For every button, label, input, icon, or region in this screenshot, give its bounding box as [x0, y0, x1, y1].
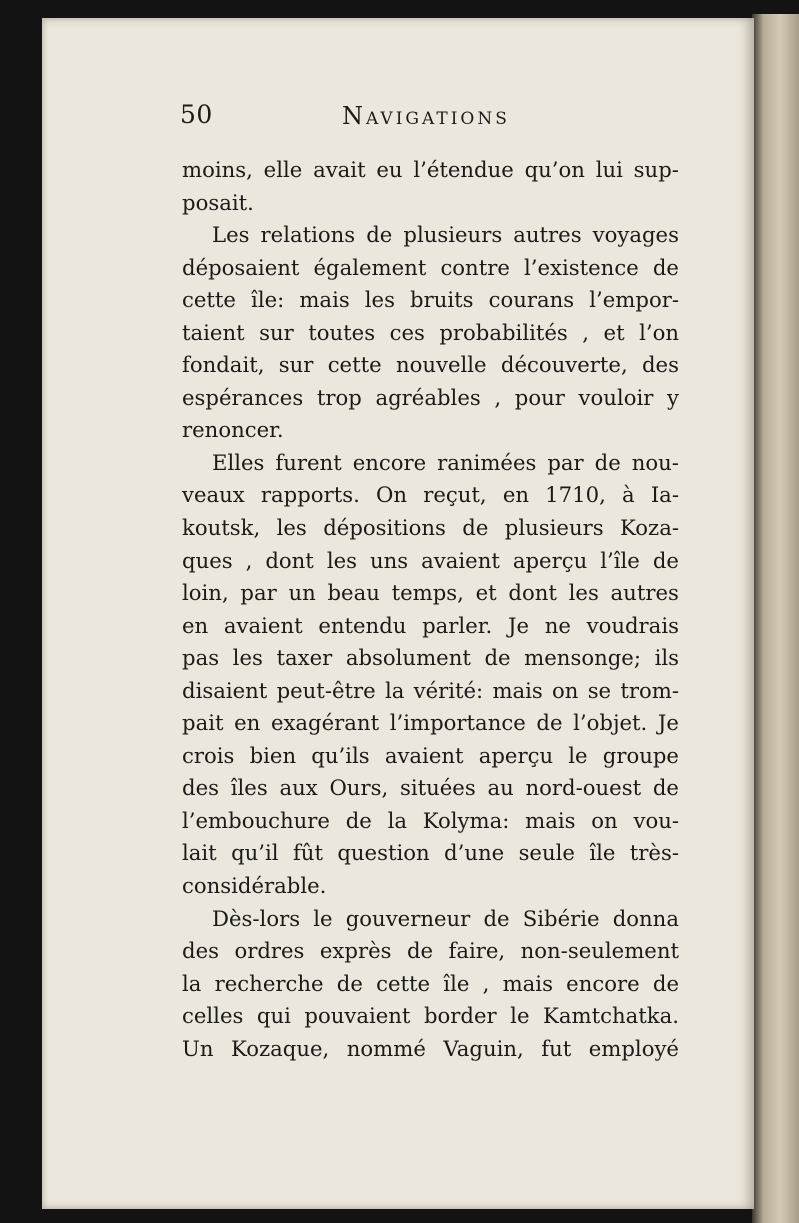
text-line [182, 187, 679, 220]
word: avaient [384, 742, 464, 768]
word: l’objet. [573, 710, 648, 736]
word: lait [182, 840, 217, 866]
word: relations [260, 222, 356, 248]
word: situées [399, 775, 476, 801]
word: veaux [182, 482, 245, 508]
word: la [182, 970, 202, 996]
word: taient [182, 319, 245, 345]
word: de [345, 807, 372, 833]
word: beau [327, 580, 380, 606]
word: koutsk, [182, 515, 261, 541]
word: disaient [182, 677, 268, 703]
word: de [484, 645, 511, 671]
word: ces [389, 319, 425, 345]
text-line [182, 577, 679, 610]
word: de [652, 970, 679, 996]
word: absolument [345, 645, 471, 671]
word: les [232, 645, 263, 671]
word: mensonge; [524, 645, 641, 671]
word: la [384, 677, 405, 703]
text-line [182, 707, 679, 740]
text-line [182, 740, 679, 773]
word: île [443, 970, 470, 996]
word: gouverneur [345, 905, 471, 931]
word: posait. [182, 189, 254, 215]
word: mais [502, 970, 553, 996]
word: , [494, 384, 502, 410]
word: considérable. [182, 873, 327, 899]
text-line [182, 317, 679, 350]
word: un [288, 580, 316, 606]
word: au [487, 775, 514, 801]
text-line [182, 382, 679, 415]
word: reçut, [423, 482, 487, 508]
word: mais [525, 807, 576, 833]
word: ranimées [437, 449, 537, 475]
word: découverte, [500, 352, 628, 378]
word: espérances [182, 384, 304, 410]
word: uns [370, 547, 409, 573]
word: vouloir [578, 384, 654, 410]
word: 1710, [545, 482, 606, 508]
word: autres [610, 580, 679, 606]
word: aperçu [512, 547, 588, 573]
word: non-seulement [520, 938, 679, 964]
word: de [462, 515, 489, 541]
word: des [641, 352, 679, 378]
text-line [182, 642, 679, 675]
word: Kolyma: [422, 807, 510, 833]
text-line [182, 837, 679, 870]
word: île [589, 840, 616, 866]
word: y [667, 384, 679, 410]
word: probabilités [439, 319, 568, 345]
word: sur [259, 319, 294, 345]
word: temps, [391, 580, 464, 606]
word: peut-être [276, 677, 376, 703]
word: on [591, 807, 618, 833]
word: eu [376, 157, 403, 182]
word: mais [492, 677, 543, 703]
word: voyages [592, 222, 679, 248]
word: de [652, 775, 679, 801]
text-line [182, 349, 679, 382]
word: cette [376, 970, 431, 996]
text-line [182, 284, 679, 317]
body-text [182, 154, 679, 1065]
word: qui [256, 1003, 291, 1029]
word: autres [513, 222, 582, 248]
word: pait [182, 710, 224, 736]
word: en [234, 710, 261, 736]
word: trom- [620, 677, 679, 703]
word: ques [182, 547, 233, 573]
word: celles [182, 1003, 244, 1029]
word: les [364, 287, 395, 313]
word: fondait, [182, 352, 265, 378]
word: elle [263, 157, 303, 182]
text-line [182, 903, 679, 936]
text-line [182, 870, 679, 903]
word: de [652, 254, 679, 280]
word: cette [327, 352, 382, 378]
text-line [182, 252, 679, 285]
word: se [587, 677, 612, 703]
word: on [552, 677, 579, 703]
word: nommé [346, 1035, 426, 1061]
word: Un [182, 1035, 214, 1061]
word: ne [544, 612, 571, 638]
word: aux [279, 775, 318, 801]
word: Les [212, 222, 250, 248]
word: îles [230, 775, 268, 801]
text-line [182, 935, 679, 968]
word: agréables [375, 384, 481, 410]
word: de [366, 222, 393, 248]
word: rapports. [260, 482, 360, 508]
word: île: [251, 287, 285, 313]
word: la [387, 807, 407, 833]
word: Kamtchatka. [543, 1003, 679, 1029]
word: trop [316, 384, 362, 410]
text-line [182, 1033, 679, 1066]
word: mais [299, 287, 350, 313]
word: Je [507, 612, 530, 638]
word: encore [566, 970, 640, 996]
word: faire, [448, 938, 506, 964]
word: crois [182, 742, 235, 768]
word: pouvaient [304, 1003, 411, 1029]
page-number: 50 [180, 100, 213, 129]
word: exagérant [270, 710, 380, 736]
text-line [182, 610, 679, 643]
word: vérité: [413, 677, 484, 703]
word: vou- [633, 807, 679, 833]
word: l’on [639, 319, 679, 345]
word: dont [508, 580, 557, 606]
text-line [182, 154, 679, 187]
word: dépositions [323, 515, 446, 541]
word: en [182, 612, 209, 638]
word: de [483, 905, 510, 931]
word: par [240, 580, 277, 606]
running-title: Navigations [342, 102, 510, 130]
word: , [582, 319, 590, 345]
text-line [182, 772, 679, 805]
word: moins, [182, 157, 253, 182]
word: courans [488, 287, 575, 313]
word: de [594, 449, 621, 475]
word: les [326, 547, 358, 573]
word: taxer [276, 645, 333, 671]
word: cette [182, 287, 236, 313]
word: avaient [421, 547, 500, 573]
word: lui [595, 157, 623, 182]
word: l’embouchure [182, 807, 330, 833]
word: plusieurs [504, 515, 604, 541]
word: toutes [308, 319, 376, 345]
word: plusieurs [403, 222, 503, 248]
word: Dès-lors [212, 905, 301, 931]
word: Elles [212, 449, 265, 475]
running-head [180, 100, 680, 140]
word: en [502, 482, 529, 508]
word: nouvelle [395, 352, 487, 378]
word: pour [514, 384, 565, 410]
word: nord-ouest [525, 775, 642, 801]
word: , [245, 547, 253, 573]
word: l’île [600, 547, 640, 573]
word: parler. [422, 612, 493, 638]
word: qu’ils [311, 742, 370, 768]
word: les [276, 515, 307, 541]
word: seule [518, 840, 575, 866]
word: Vaguin, [443, 1035, 524, 1061]
word: donna [612, 905, 679, 931]
word: fut [541, 1035, 572, 1061]
word: question [337, 840, 430, 866]
word: déposaient [182, 254, 300, 280]
text-line [182, 805, 679, 838]
word: On [376, 482, 408, 508]
word: Koza- [620, 515, 679, 541]
text-line [182, 1000, 679, 1033]
word: de [336, 970, 363, 996]
text-line [182, 675, 679, 708]
word: l’importance [389, 710, 526, 736]
word: l’étendue [413, 157, 514, 182]
word: aperçu [478, 742, 554, 768]
text-line [182, 447, 679, 480]
word: pas [182, 645, 220, 671]
text-line [182, 219, 679, 252]
word: exprès [319, 938, 392, 964]
word: le [313, 905, 333, 931]
word: nou- [631, 449, 679, 475]
word: par [547, 449, 584, 475]
word: bruits [410, 287, 474, 313]
word: qu’il [231, 840, 279, 866]
word: également [313, 254, 427, 280]
word: fût [292, 840, 323, 866]
word: recherche [214, 970, 324, 996]
word: Ours, [329, 775, 389, 801]
text-line [182, 545, 679, 578]
word: à [622, 482, 635, 508]
word: Ia- [650, 482, 679, 508]
word: loin, [182, 580, 229, 606]
word: Sibérie [522, 905, 600, 931]
word: ils [654, 645, 679, 671]
word: encore [352, 449, 427, 475]
word: l’empor- [589, 287, 679, 313]
word: sur [278, 352, 314, 378]
word: et [475, 580, 497, 606]
word: border [423, 1003, 497, 1029]
word: le [510, 1003, 530, 1029]
word: employé [588, 1035, 679, 1061]
word: sup- [633, 157, 679, 182]
word: renoncer. [182, 417, 284, 443]
word: contre [440, 254, 510, 280]
text-line [182, 512, 679, 545]
word: des [182, 775, 219, 801]
text-line [182, 414, 679, 447]
word: qu’on [524, 157, 585, 182]
word: groupe [602, 742, 679, 768]
word: ordres [234, 938, 305, 964]
word: avaient [223, 612, 303, 638]
word: Kozaque, [231, 1035, 330, 1061]
word: de [652, 547, 679, 573]
word: les [568, 580, 599, 606]
word: bien [249, 742, 297, 768]
adjacent-page-edge [752, 14, 799, 1223]
word: très- [629, 840, 679, 866]
text-line [182, 479, 679, 512]
word: entendu [318, 612, 407, 638]
word: dont [265, 547, 314, 573]
word: , [482, 970, 490, 996]
word: de [536, 710, 563, 736]
word: et [603, 319, 625, 345]
word: avait [313, 157, 366, 182]
word: Je [657, 710, 679, 736]
word: furent [275, 449, 342, 475]
text-line [182, 968, 679, 1001]
word: l’existence [523, 254, 639, 280]
word: de [406, 938, 434, 964]
word: voudrais [586, 612, 679, 638]
word: d’une [444, 840, 505, 866]
word: le [568, 742, 588, 768]
word: des [182, 938, 219, 964]
